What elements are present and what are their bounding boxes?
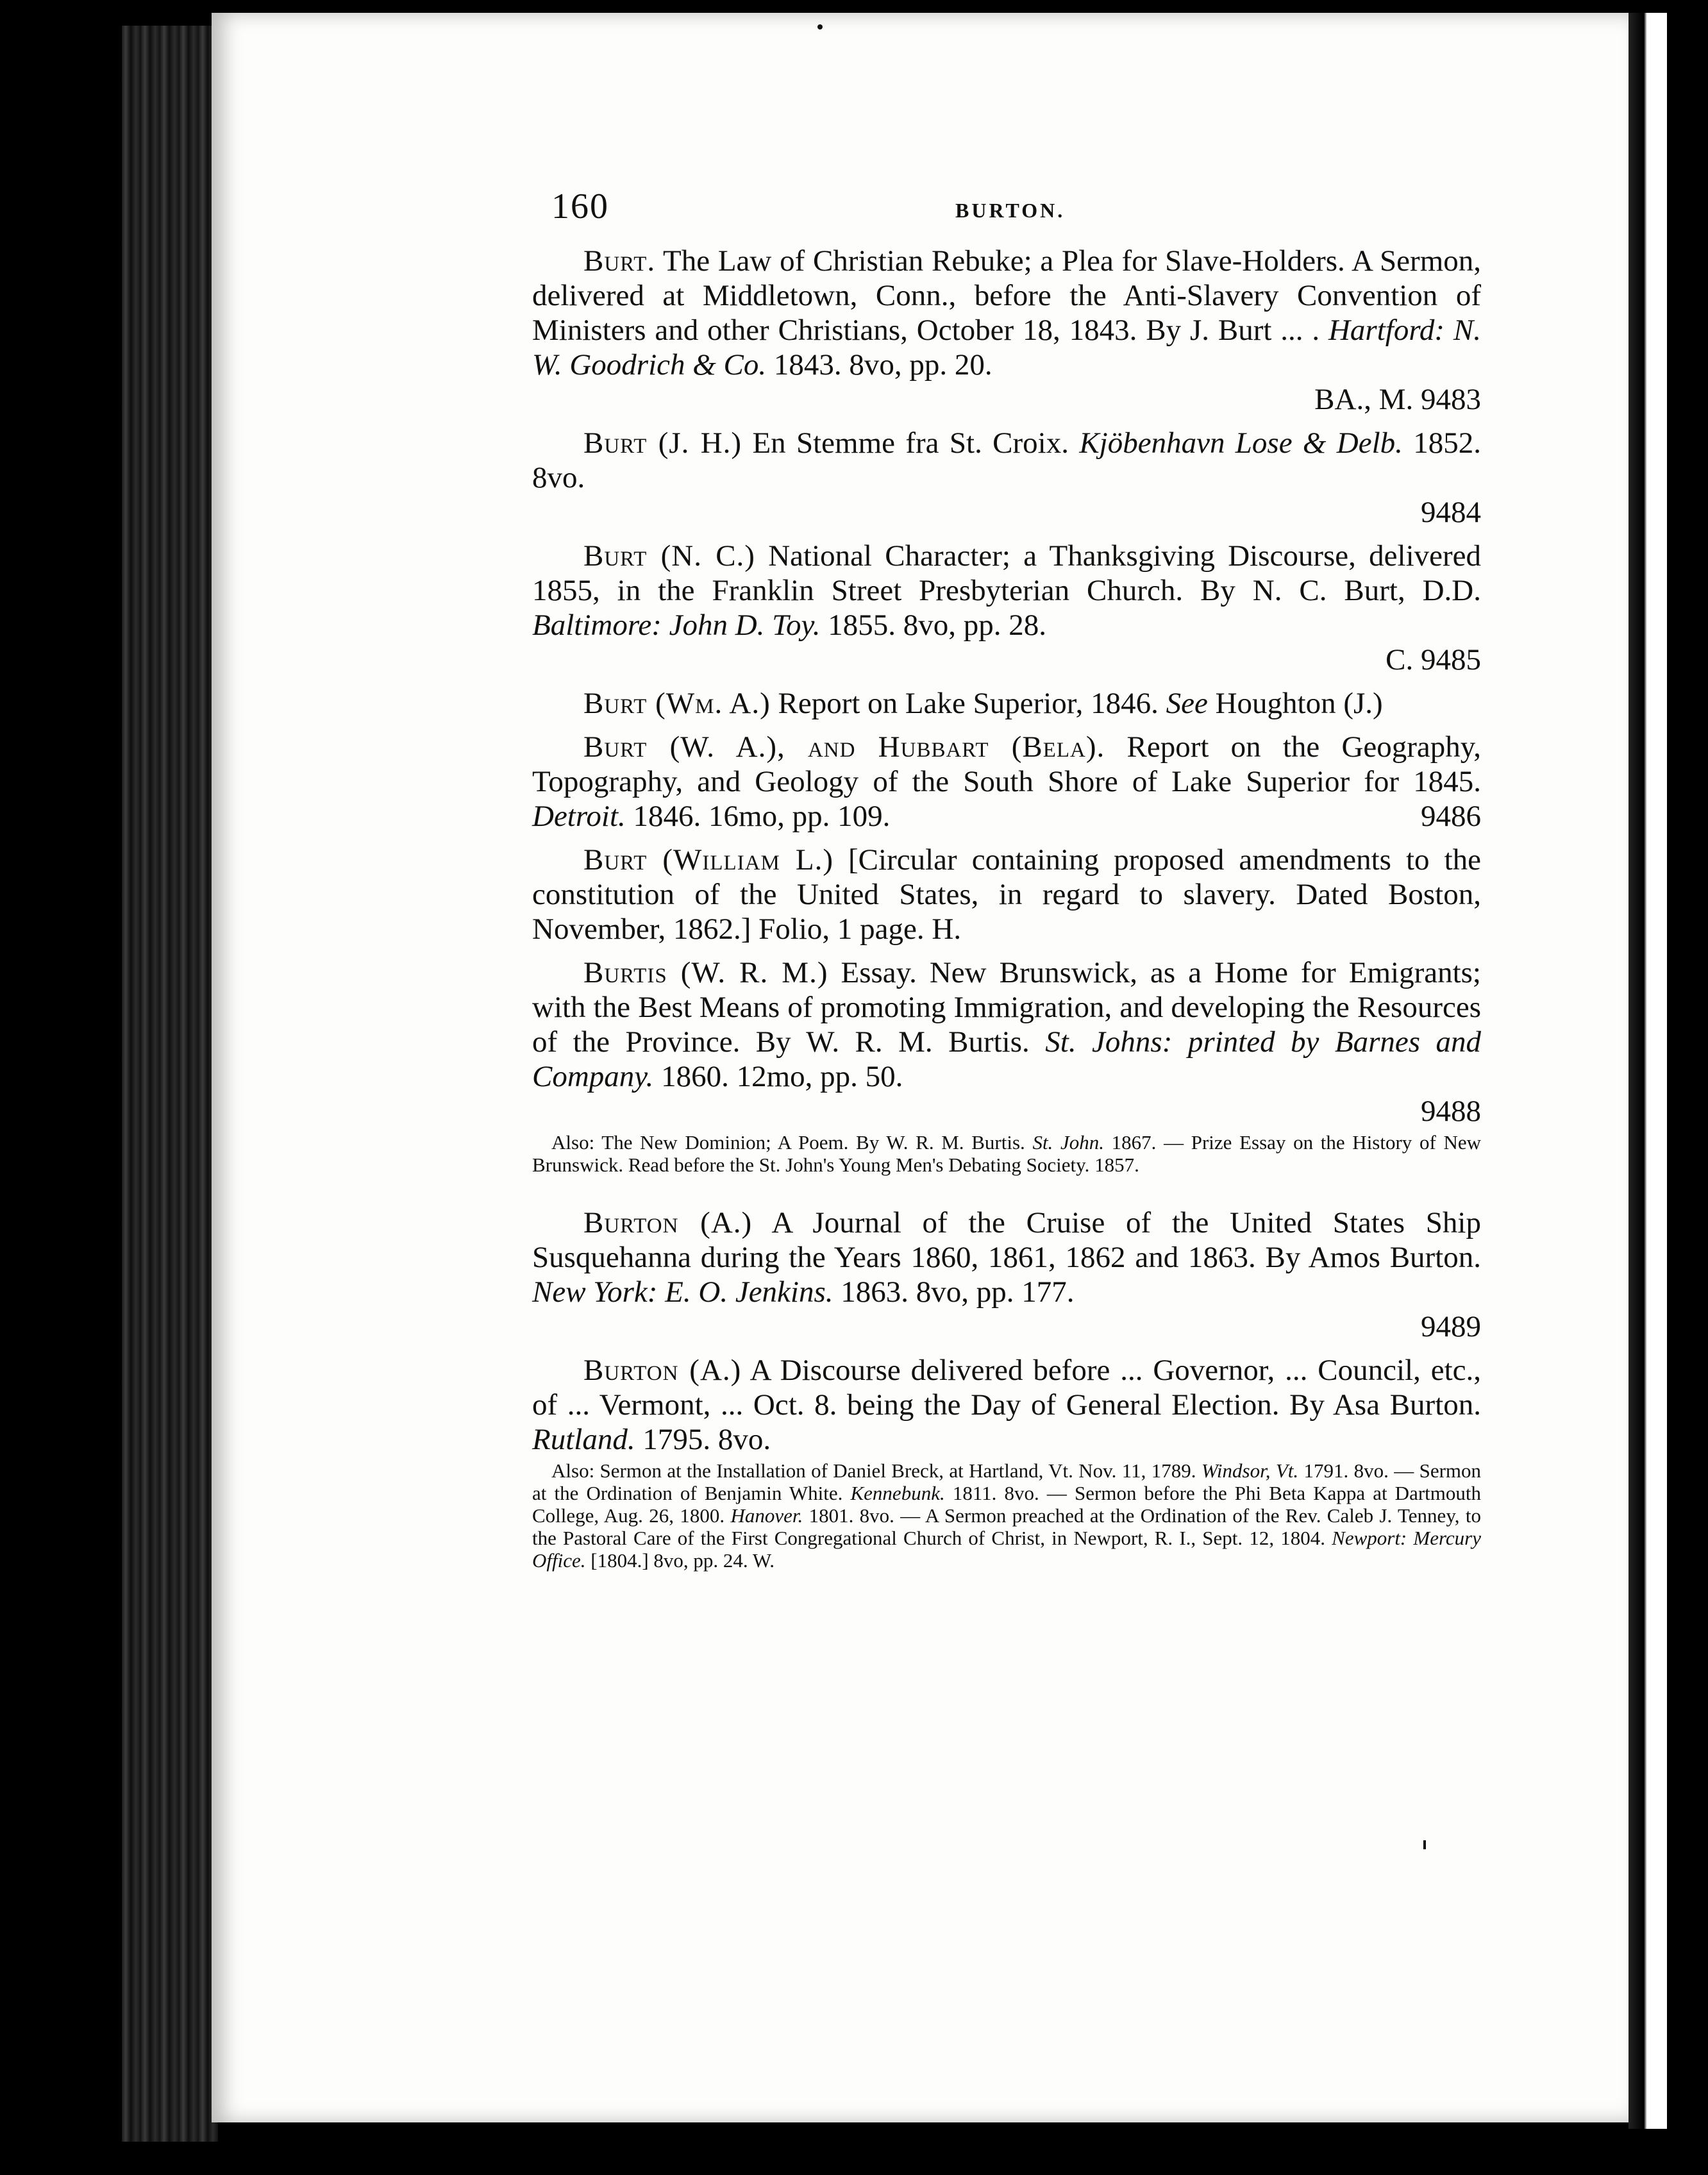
entry-body: A Journal of the Cruise of the United States Ship Susquehanna during the Years 1860, 1861, 1862 and 1863. By Amos Burton. — [532, 1206, 1481, 1274]
note-text: [1804.] 8vo, pp. 24. W. — [590, 1549, 774, 1572]
entry-tail: 1863. 8vo, pp. 177. — [841, 1275, 1075, 1309]
running-title: BURTON. — [955, 199, 1066, 222]
note-imprint: Hanover. — [730, 1504, 803, 1527]
entry-heading: Burt. — [583, 244, 656, 278]
running-head — [532, 173, 1481, 244]
entry-body: A Discourse delivered before ... Governor, ... Council, etc., of ... Vermont, ... Oct. 8. being the Day of General Election. By Asa Burton. — [532, 1354, 1481, 1422]
entry-reference: 9484 — [1421, 496, 1481, 529]
entry-imprint: St. Johns: printed by Barnes and Company. — [532, 1025, 1482, 1093]
note-imprint: Windsor, Vt. — [1201, 1459, 1299, 1482]
page-text — [532, 173, 1481, 1601]
entry-heading: Burt (N. C.) — [583, 539, 755, 573]
catalog-entry — [532, 730, 1481, 834]
note-imprint: St. John. — [1032, 1131, 1104, 1154]
entry-heading: Burt (W. A.), and Hubbart (Bela). — [583, 730, 1105, 764]
entry-heading: Burt (William L.) — [583, 843, 833, 877]
page-number: 160 — [551, 187, 609, 226]
book-spine — [122, 26, 218, 2142]
entry-body: Report on Lake Superior, 1846. — [778, 687, 1159, 720]
next-page-edge — [1628, 13, 1667, 2129]
entry-tail: 1846. 16mo, pp. 109. — [633, 800, 891, 833]
note-imprint: Kennebunk. — [850, 1482, 945, 1504]
entry-tail: 1795. 8vo. — [642, 1423, 771, 1456]
entry-imprint: New York: E. O. Jenkins. — [532, 1275, 833, 1309]
entry-reference: 9488 — [1421, 1095, 1481, 1128]
entry-heading: Burton (A.) — [583, 1354, 742, 1387]
catalog-entry — [532, 539, 1481, 677]
entry-tail: 1852. 8vo. — [532, 426, 1482, 494]
note-text: 1867. — Prize Essay on the History of New Brunswick. Read before the St. John's Young Men's Debating Society. 1857. — [532, 1131, 1482, 1176]
note-imprint: Newport: Mercury Office. — [532, 1527, 1481, 1572]
catalog-entry — [532, 686, 1481, 721]
print-speck — [817, 24, 823, 29]
entry-imprint: See — [1166, 687, 1208, 720]
catalog-entry — [532, 843, 1481, 946]
entry-tail: Houghton (J.) — [1215, 687, 1383, 720]
entry-note — [532, 1459, 1481, 1572]
catalog-entry — [532, 426, 1481, 530]
note-text: 1801. 8vo. — A Sermon preached at the Ordination of the Rev. Caleb J. Tenney, to the Pastoral Care of the First Congregational Church of Christ, in Newport, R. I., Sept. 12, 1804. — [532, 1504, 1482, 1549]
entry-body: Report on the Geography, Topography, and Geology of the South Shore of Lake Superior for 1845. — [532, 730, 1481, 798]
catalog-entry — [532, 244, 1481, 417]
entry-reference: BA., M. 9483 — [1314, 383, 1481, 416]
note-text: Also: Sermon at the Installation of Daniel Breck, at Hartland, Vt. Nov. 11, 1789. — [551, 1459, 1196, 1482]
entry-body: Essay. New Brunswick, as a Home for Emigrants; with the Best Means of promoting Immigration, and developing the Resources of the Province. By W. R. M. Burtis. — [532, 956, 1481, 1059]
entry-body: En Stemme fra St. Croix. — [752, 426, 1069, 460]
entry-imprint: Baltimore: John D. Toy. — [532, 609, 821, 642]
entry-heading: Burtis (W. R. M.) — [583, 956, 828, 989]
entry-imprint: Hartford: N. W. Goodrich & Co. — [532, 314, 1481, 382]
entry-body: The Law of Christian Rebuke; a Plea for Slave-Holders. A Sermon, delivered at Middletown, Conn., before the Anti-Slavery Convention of Ministers and other Christians, October 18, 1843. By J. Burt ... . — [532, 244, 1481, 347]
entry-reference: H. — [932, 912, 962, 946]
entry-reference: 9489 — [1421, 1310, 1481, 1343]
entry-reference: 9486 — [1421, 800, 1481, 833]
entry-reference: C. 9485 — [1386, 643, 1481, 676]
entry-note — [532, 1131, 1481, 1176]
entry-tail: 1860. 12mo, pp. 50. — [661, 1060, 903, 1093]
note-text: 1791. 8vo. — Sermon at the Ordination of Benjamin White. — [532, 1459, 1482, 1504]
entry-body: National Character; a Thanksgiving Discourse, delivered 1855, in the Franklin Street Presbyterian Church. By N. C. Burt, D.D. — [532, 539, 1482, 607]
entry-heading: Burton (A.) — [583, 1206, 753, 1239]
entry-imprint: Rutland. — [532, 1423, 635, 1456]
catalog-entry — [532, 1353, 1481, 1457]
catalog-entry — [532, 955, 1481, 1129]
note-text: 1811. 8vo. — Sermon before the Phi Beta Kappa at Dartmouth College, Aug. 26, 1800. — [532, 1482, 1481, 1527]
entry-body: [Circular containing proposed amendments to the constitution of the United States, in regard to slavery. Dated Boston, November, 1862.] Folio, 1 page. — [532, 843, 1481, 946]
entry-imprint: Kjöbenhavn Lose & Delb. — [1079, 426, 1403, 460]
entry-heading: Burt (J. H.) — [583, 426, 742, 460]
print-mark — [1423, 1840, 1426, 1849]
entry-heading: Burt (Wm. A.) — [583, 687, 771, 720]
entry-imprint: Detroit. — [532, 800, 626, 833]
entry-tail: 1843. 8vo, pp. 20. — [773, 348, 992, 382]
note-text: Also: The New Dominion; A Poem. By W. R. M. Burtis. — [551, 1131, 1025, 1154]
entry-tail: 1855. 8vo, pp. 28. — [828, 609, 1047, 642]
catalog-entry — [532, 1205, 1481, 1344]
